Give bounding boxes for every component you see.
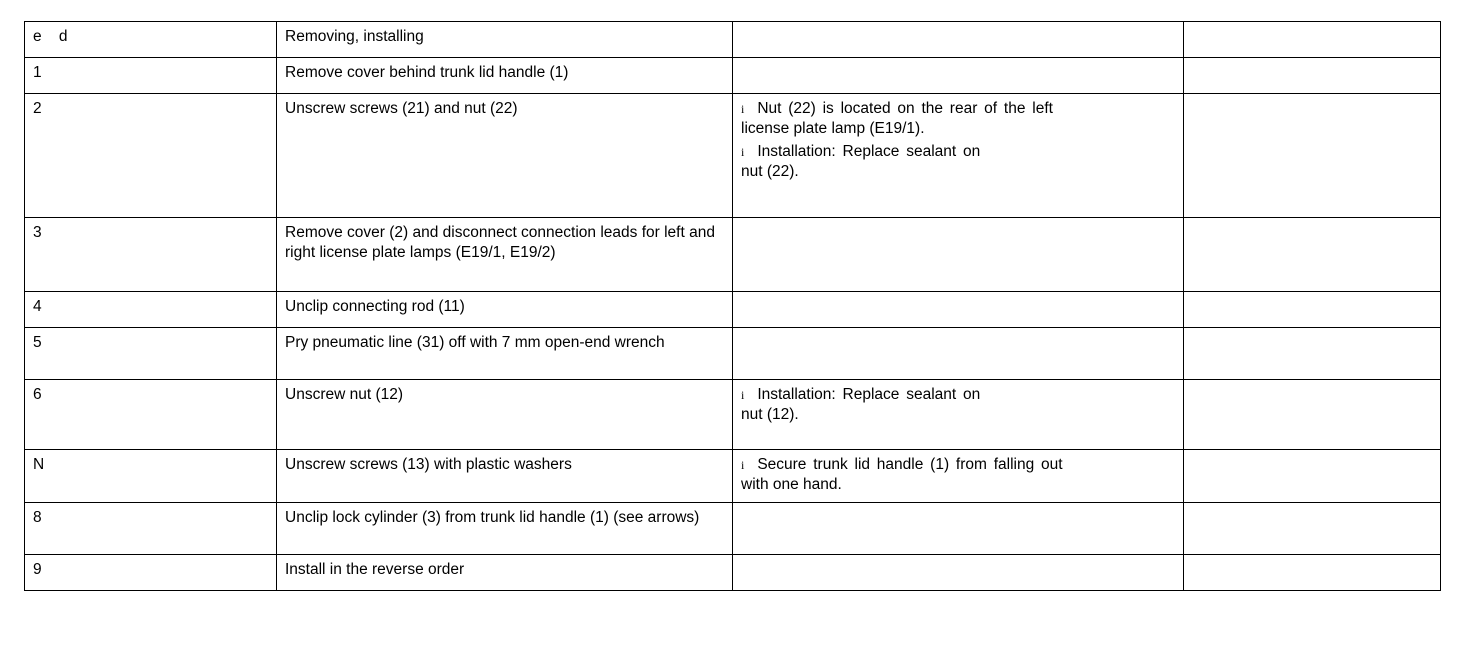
note-text-continuation: nut (12).: [741, 406, 799, 424]
work-description-cell: Removing, installing: [277, 22, 733, 58]
step-number-cell: 2: [25, 94, 277, 218]
work-description-cell: Unscrew nut (12): [277, 380, 733, 450]
info-icon: i: [741, 144, 745, 159]
procedure-table: [24, 21, 1441, 591]
step-number-cell: 8: [25, 502, 277, 554]
extra-cell: [1184, 450, 1441, 503]
work-description-cell: Unscrew screws (21) and nut (22): [277, 94, 733, 218]
note-cell: [733, 218, 1184, 292]
table-row: [25, 502, 1441, 554]
note-cell: [733, 554, 1184, 590]
note-cell: [733, 58, 1184, 94]
note-cell: [733, 328, 1184, 380]
work-description-cell: Unclip lock cylinder (3) from trunk lid handle (1) (see arrows): [277, 502, 733, 554]
info-icon: i: [741, 388, 745, 402]
note-text-continuation: license plate lamp (E19/1).: [741, 120, 925, 138]
step-number-cell: e d: [25, 22, 277, 58]
note-cell: [733, 502, 1184, 554]
work-description-cell: Remove cover (2) and disconnect connection leads for left and right license plate lamps (E19/1, E19/2): [277, 218, 733, 292]
note-text: Secure trunk lid handle (1) from falling out: [757, 456, 1063, 473]
table-row: [25, 292, 1441, 328]
note-text-continuation: with one hand.: [741, 476, 842, 494]
table-row: [25, 450, 1441, 503]
note-entry: [741, 385, 1175, 426]
note-cell: [733, 450, 1184, 503]
work-description-cell: Unscrew screws (13) with plastic washers: [277, 450, 733, 503]
work-description-cell: Install in the reverse order: [277, 554, 733, 590]
note-text-continuation: nut (22).: [741, 163, 799, 181]
note-text: Nut (22) is located on the rear of the left: [757, 100, 1053, 117]
work-description-cell: Unclip connecting rod (11): [277, 292, 733, 328]
note-entry: [741, 142, 1175, 183]
extra-cell: [1184, 328, 1441, 380]
table-body: [25, 22, 1441, 591]
table-row: [25, 22, 1441, 58]
extra-cell: [1184, 502, 1441, 554]
table-row: [25, 58, 1441, 94]
note-cell: [733, 380, 1184, 450]
extra-cell: [1184, 94, 1441, 218]
note-entry: [741, 455, 1175, 496]
table-row: [25, 554, 1441, 590]
info-icon: i: [741, 458, 745, 472]
table-row: [25, 218, 1441, 292]
extra-cell: [1184, 554, 1441, 590]
info-icon: i: [741, 102, 745, 116]
extra-cell: [1184, 218, 1441, 292]
step-number-cell: 5: [25, 328, 277, 380]
step-number-cell: 6: [25, 380, 277, 450]
note-entry: [741, 99, 1175, 140]
note-text: Installation: Replace sealant on: [757, 386, 981, 403]
table-row: [25, 380, 1441, 450]
extra-cell: [1184, 22, 1441, 58]
extra-cell: [1184, 292, 1441, 328]
step-number-cell: N: [25, 450, 277, 503]
table-row: [25, 94, 1441, 218]
note-text: Installation: Replace sealant on: [757, 142, 981, 160]
note-cell: [733, 22, 1184, 58]
work-description-cell: Remove cover behind trunk lid handle (1): [277, 58, 733, 94]
table-row: [25, 328, 1441, 380]
step-number-cell: 1: [25, 58, 277, 94]
note-cell: [733, 94, 1184, 218]
note-cell: [733, 292, 1184, 328]
work-description-cell: Pry pneumatic line (31) off with 7 mm open-end wrench: [277, 328, 733, 380]
step-number-cell: 4: [25, 292, 277, 328]
extra-cell: [1184, 58, 1441, 94]
extra-cell: [1184, 380, 1441, 450]
step-number-cell: 3: [25, 218, 277, 292]
step-number-cell: 9: [25, 554, 277, 590]
